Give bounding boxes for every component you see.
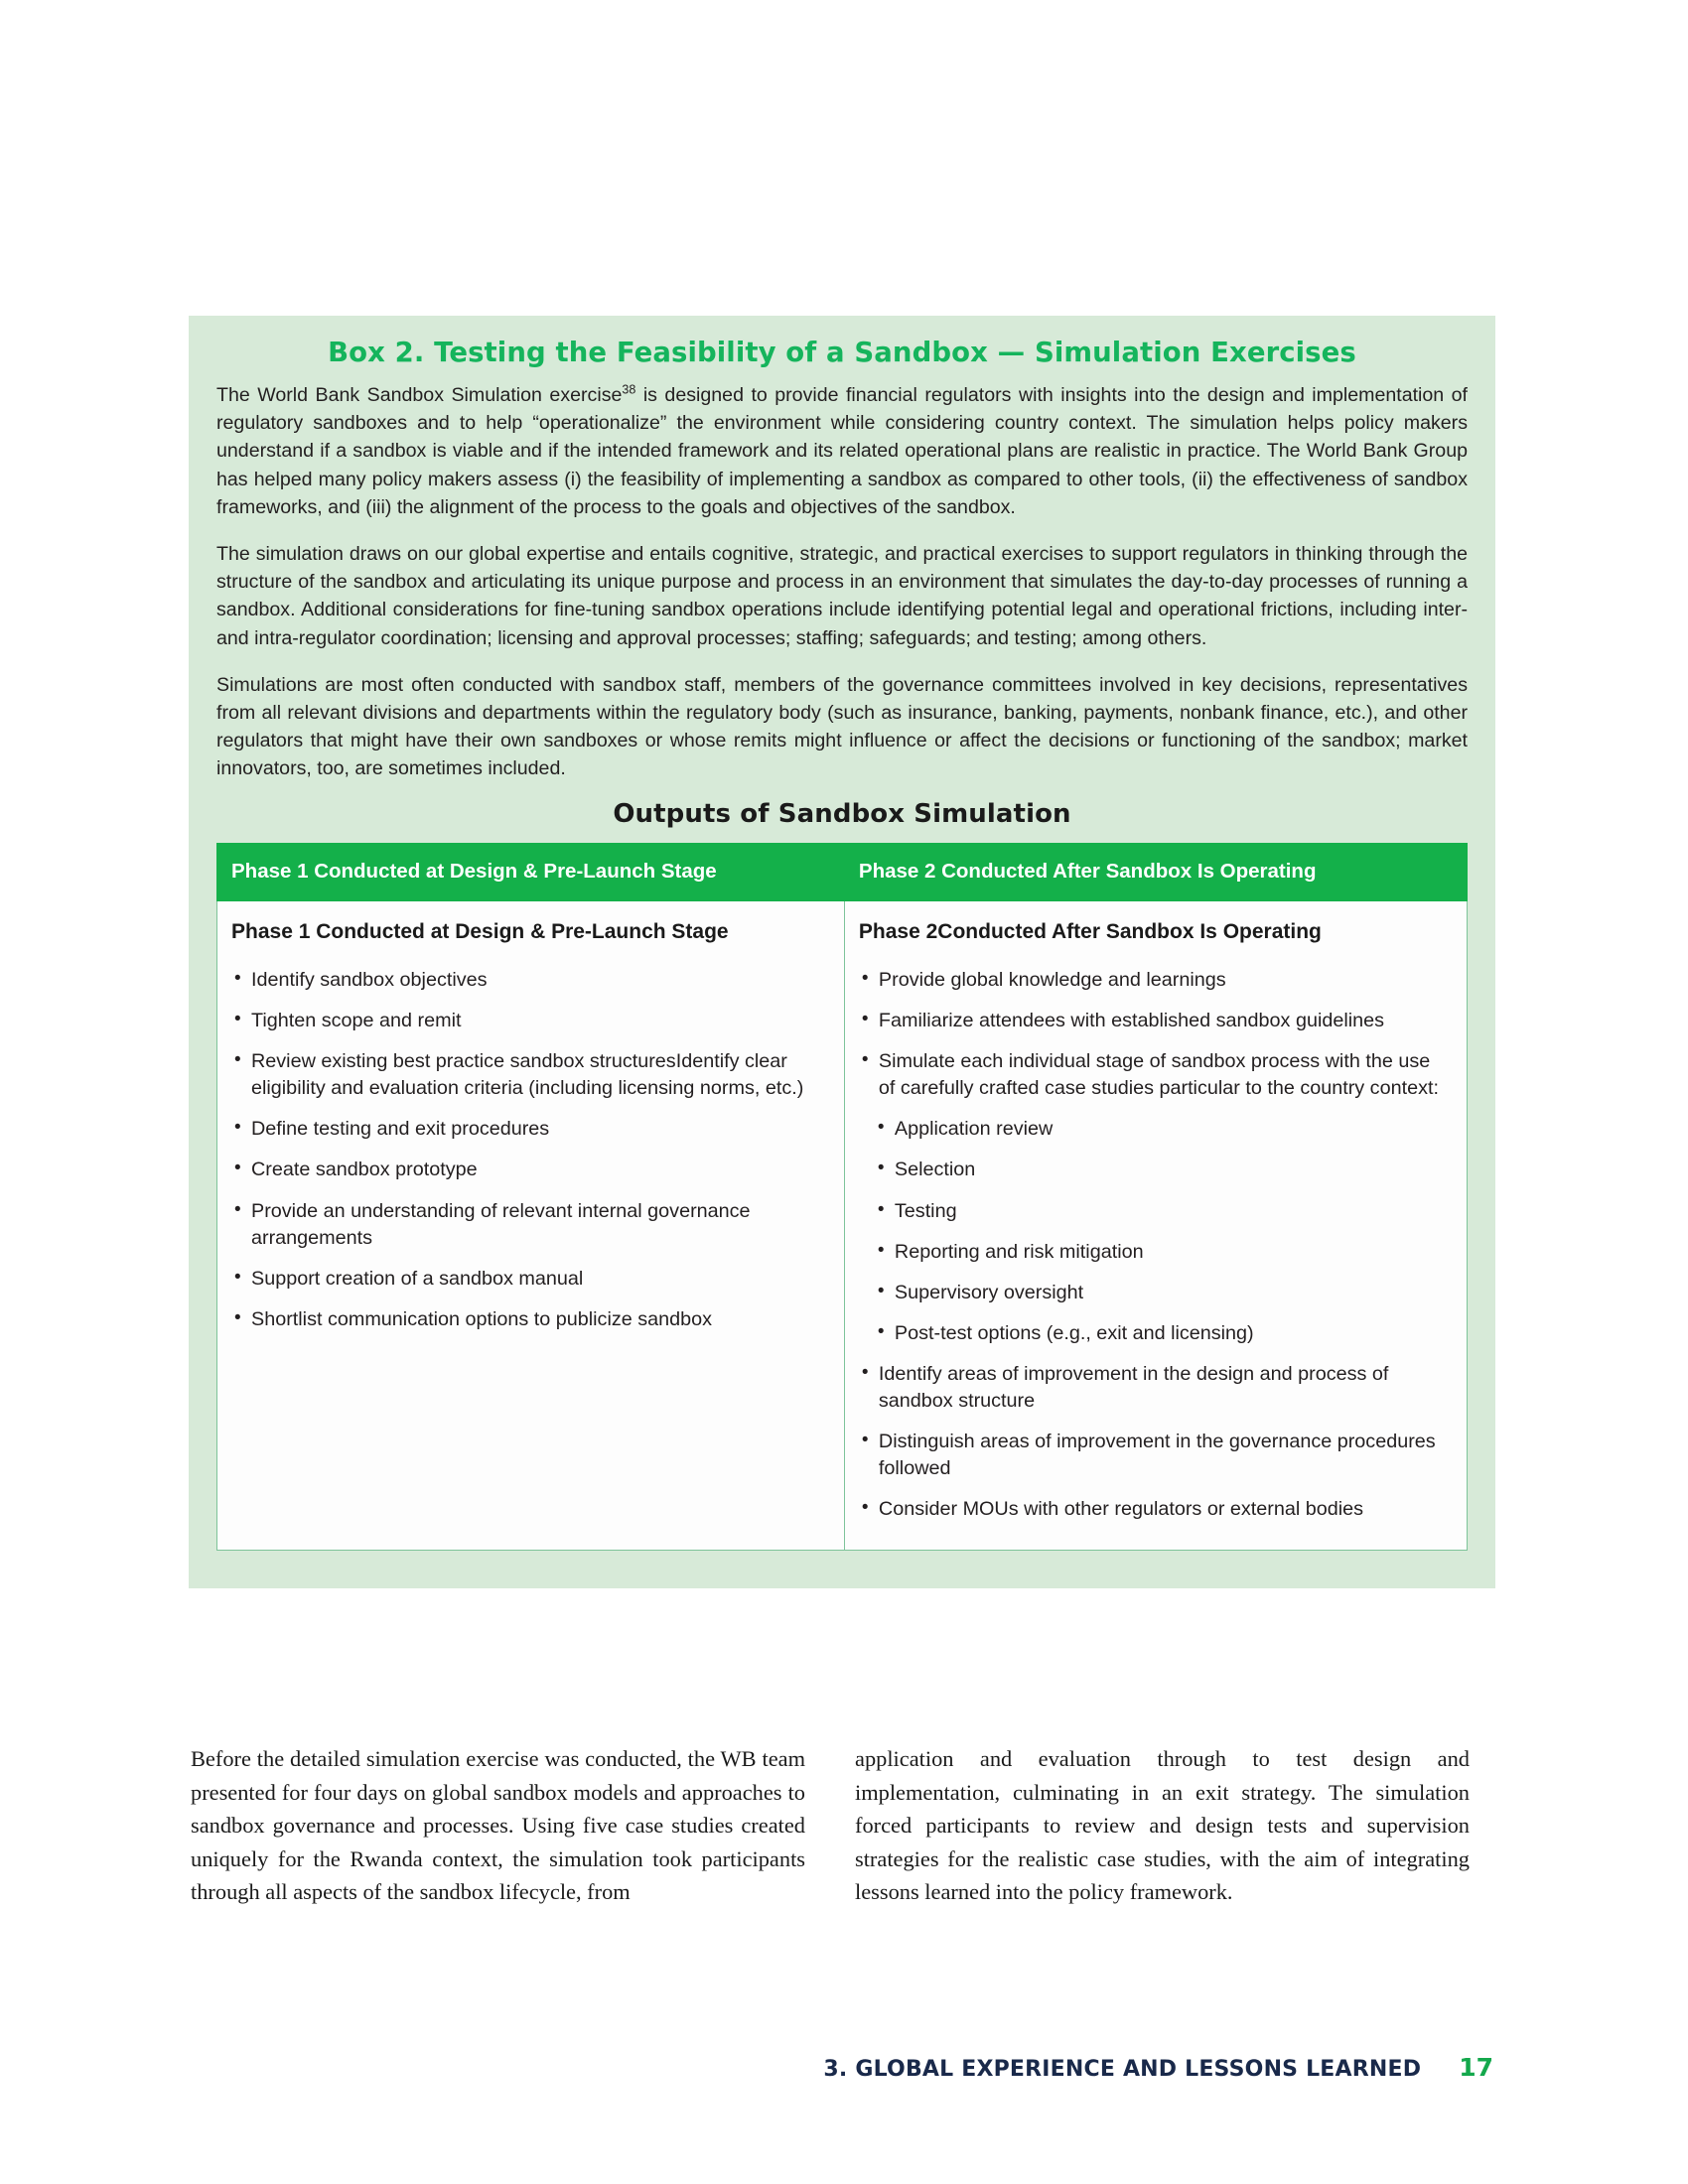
bullet-item: • Supervisory oversight	[859, 1280, 1449, 1306]
footnote-marker-38: 38	[622, 382, 636, 397]
table-row	[217, 900, 1468, 1550]
page-footer	[0, 2053, 1688, 2082]
bullet-item: • Reporting and risk mitigation	[859, 1239, 1449, 1266]
bullet-item: • Provide an understanding of relevant internal governance arrangements	[231, 1198, 826, 1252]
bullet-item: • Identify areas of improvement in the design and process of sandbox structure	[859, 1361, 1449, 1415]
bullet-item: • Testing	[859, 1198, 1449, 1225]
bullet-item: • Distinguish areas of improvement in the governance procedures followed	[859, 1429, 1449, 1482]
phase-1-subheading: Phase 1 Conducted at Design & Pre-Launch Stage	[231, 919, 729, 943]
table-head	[217, 843, 1468, 900]
bullet-item: • Create sandbox prototype	[231, 1157, 826, 1183]
bullet-item: • Familiarize attendees with established sandbox guidelines	[859, 1008, 1449, 1034]
phase-2-subheading: Phase 2Conducted After Sandbox Is Operating	[858, 919, 1322, 943]
bullet-item: • Application review	[859, 1116, 1449, 1143]
outputs-title: Outputs of Sandbox Simulation	[613, 798, 1071, 829]
bullet-item: • Shortlist communication options to publicize sandbox	[231, 1306, 826, 1333]
bullet-item: • Simulate each individual stage of sandbox process with the use of carefully crafted case studies particular to the country context:	[859, 1048, 1449, 1102]
box-paragraph-3: Simulations are most often conducted with sandbox staff, members of the governance committees involved in key decisions, representatives from all relevant divisions and departments within the regulatory body (such as insurance, banking, payments, nonbank finance, etc.), and other regulators that might have their own sandboxes or whose remits might influence or affect the decisions or functioning of the sandbox; market innovators, too, are sometimes included.	[216, 673, 1468, 780]
table-header-phase-2: Phase 2 Conducted After Sandbox Is Operating	[844, 843, 1467, 900]
bullet-item: • Review existing best practice sandbox structuresIdentify clear eligibility and evaluation criteria (including licensing norms, etc.)	[231, 1048, 826, 1102]
body-column-left	[191, 1742, 805, 1909]
bullet-item: • Identify sandbox objectives	[231, 967, 826, 994]
bullet-item: • Define testing and exit procedures	[231, 1116, 826, 1143]
bullet-item: • Selection	[859, 1157, 1449, 1183]
table-cell-phase-1	[217, 900, 845, 1550]
bullet-item: • Support creation of a sandbox manual	[231, 1266, 826, 1293]
bullet-item: • Tighten scope and remit	[231, 1008, 826, 1034]
footer-section-title: 3. GLOBAL EXPERIENCE AND LESSONS LEARNED	[823, 2057, 1422, 2082]
box-title: Box 2. Testing the Feasibility of a Sandbox — Simulation Exercises	[328, 337, 1356, 368]
table-header-phase-1: Phase 1 Conducted at Design & Pre-Launch Stage	[217, 843, 845, 900]
footer-page-number: 17	[1459, 2053, 1493, 2082]
body-column-right	[855, 1742, 1470, 1909]
body-paragraph-left: Before the detailed simulation exercise was conducted, the WB team presented for four days on global sandbox models and approaches to sandbox governance and processes. Using five case studies created uniquely for the Rwanda context, the simulation took participants through all aspects of the sandbox lifecycle, from	[191, 1746, 805, 1905]
table-body	[217, 900, 1468, 1550]
callout-box	[189, 316, 1495, 1588]
phase-2-bullet-list	[859, 967, 1449, 1524]
paragraph-1-before: The World Bank Sandbox Simulation exercise	[216, 384, 623, 406]
body-paragraph-right: application and evaluation through to test design and implementation, culminating in an exit strategy. The simulation forced participants to review and design tests and supervision strategies for the realistic case studies, with the aim of integrating lessons learned into the policy framework.	[855, 1746, 1470, 1905]
bullet-item: • Consider MOUs with other regulators or external bodies	[859, 1496, 1449, 1523]
bullet-item: • Post-test options (e.g., exit and licensing)	[859, 1320, 1449, 1347]
box-paragraph-1	[216, 381, 1468, 521]
paragraph-1-after: is designed to provide financial regulators with insights into the design and implementation of regulatory sandboxes and to help “operationalize” the environment while considering country context. The simulation helps policy makers understand if a sandbox is viable and if the intended framework and its related operational plans are realistic in practice. The World Bank Group has helped many policy makers assess (i) the feasibility of implementing a sandbox as compared to other tools, (ii) the effectiveness of sandbox frameworks, and (iii) the alignment of the process to the goals and objectives of the sandbox.	[216, 384, 1468, 518]
box-body	[189, 381, 1495, 783]
outputs-table-wrapper	[216, 843, 1468, 1588]
outputs-table	[216, 843, 1468, 1551]
bullet-item: • Provide global knowledge and learnings	[859, 967, 1449, 994]
body-columns	[191, 1742, 1470, 1909]
phase-1-bullet-list	[231, 967, 826, 1333]
table-cell-phase-2	[844, 900, 1467, 1550]
box-paragraph-2: The simulation draws on our global expertise and entails cognitive, strategic, and practical exercises to support regulators in thinking through the structure of the sandbox and articulating its unique purpose and process in an environment that simulates the day-to-day processes of running a sandbox. Additional considerations for fine-tuning sandbox operations include identifying potential legal and operational frictions, including inter- and intra-regulator coordination; licensing and approval processes; staffing; safeguards; and testing; among others.	[216, 543, 1468, 649]
table-header-row	[217, 843, 1468, 900]
